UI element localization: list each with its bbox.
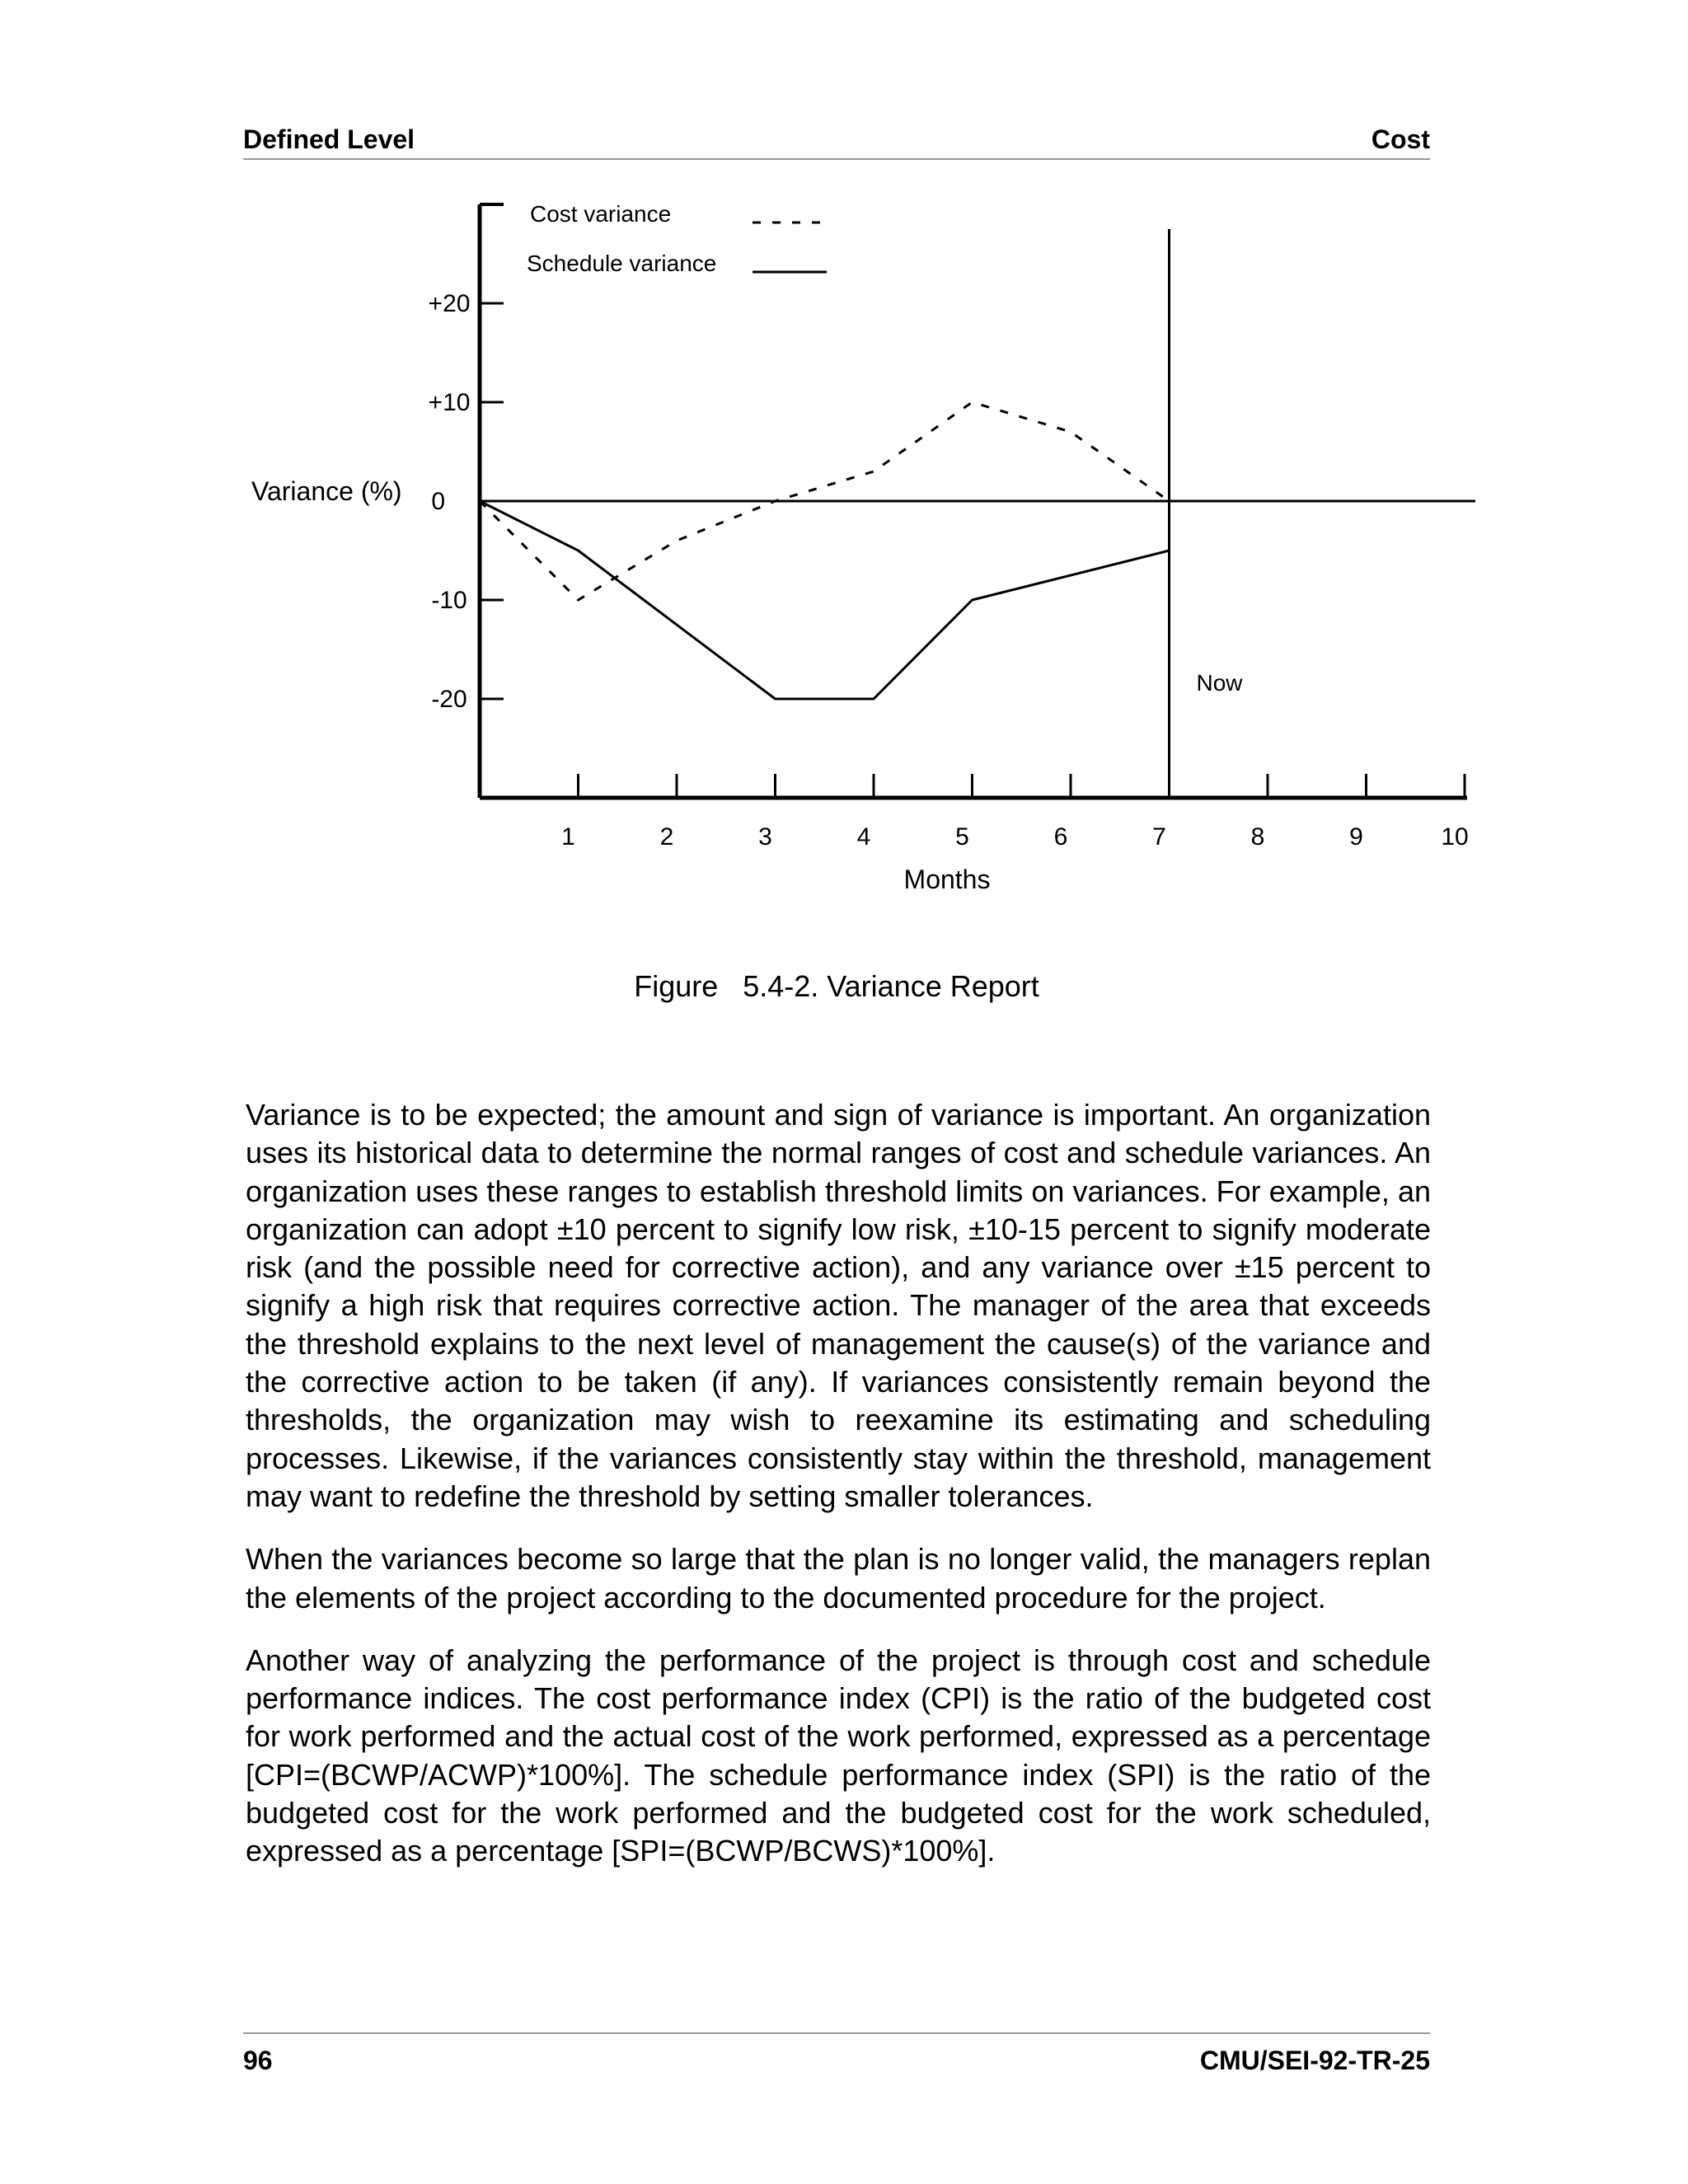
- document-id: CMU/SEI-92-TR-25: [1199, 2046, 1430, 2075]
- y-axis-label: Variance (%): [251, 476, 402, 506]
- paragraph-performance-indices: Another way of analyzing the performance of the project is through cost and schedule performance indices. The cost performance index (CPI) is the ratio of the budgeted cost for work performed and the actual cost of the work performed, expressed as a percentage [CPI=(BCWP/ACWP)*100%]. The schedule performance index (SPI) is the ratio of the budgeted cost for the work performed and the budgeted cost for the work scheduled, expressed as a percentage [SPI=(BCWP/BCWS)*100%].: [246, 1643, 1431, 1868]
- y-tick-label: 0: [431, 488, 445, 515]
- page-header: [243, 122, 1430, 160]
- x-tick-label: 10: [1441, 823, 1469, 851]
- schedule-variance-line: [480, 501, 1170, 699]
- x-tick-label: 1: [561, 823, 575, 851]
- x-tick-label: 8: [1250, 823, 1265, 851]
- x-tick-label: 7: [1152, 823, 1166, 851]
- x-tick-label: 3: [758, 823, 772, 851]
- x-tick-label: 9: [1349, 823, 1363, 851]
- paragraph-variance-thresholds: Variance is to be expected; the amount and sign of variance is important. An organization uses its historical data to determine the normal ranges of cost and schedule variances. An organization uses these ranges to establish threshold limits on variances. For example, an organization can adopt ±10 percent to signify low risk, ±10-15 percent to signify moderate risk (and the possible need for corrective action), and any variance over ±15 percent to signify a high risk that requires corrective action. The manager of the area that exceeds the threshold explains to the next level of management the cause(s) of the variance and the corrective action to be taken (if any). If variances consistently remain beyond the thresholds, the organization may wish to reexamine its estimating and scheduling processes. Likewise, if the variances consistently stay within the threshold, management may want to redefine the threshold by setting smaller tolerances.: [246, 1098, 1431, 1513]
- x-tick-label: 5: [955, 823, 969, 851]
- x-tick-label: 2: [659, 823, 674, 851]
- x-tick-label: 6: [1053, 823, 1068, 851]
- header-section-level: Defined Level: [243, 124, 415, 154]
- page-number: 96: [243, 2046, 273, 2075]
- y-tick-label: -10: [431, 587, 467, 614]
- legend-cost-variance-label: Cost variance: [530, 201, 672, 227]
- x-axis-label: Months: [903, 865, 991, 894]
- figure-caption: Figure 5.4-2. Variance Report: [634, 969, 1039, 1003]
- y-tick-label: -20: [431, 686, 467, 713]
- header-section-topic: Cost: [1371, 124, 1430, 154]
- y-tick-label: +10: [428, 389, 471, 416]
- variance-report-chart: [243, 190, 1496, 915]
- paragraph-replan: When the variances become so large that the plan is no longer valid, the managers replan the elements of the project according to the documented procedure for the project.: [246, 1542, 1431, 1615]
- now-label: Now: [1196, 670, 1243, 696]
- y-tick-label: +20: [428, 290, 471, 317]
- legend-schedule-variance-label: Schedule variance: [527, 251, 717, 276]
- page-footer: [243, 2032, 1430, 2076]
- x-tick-label: 4: [856, 823, 871, 851]
- body-text: [246, 1096, 1431, 1896]
